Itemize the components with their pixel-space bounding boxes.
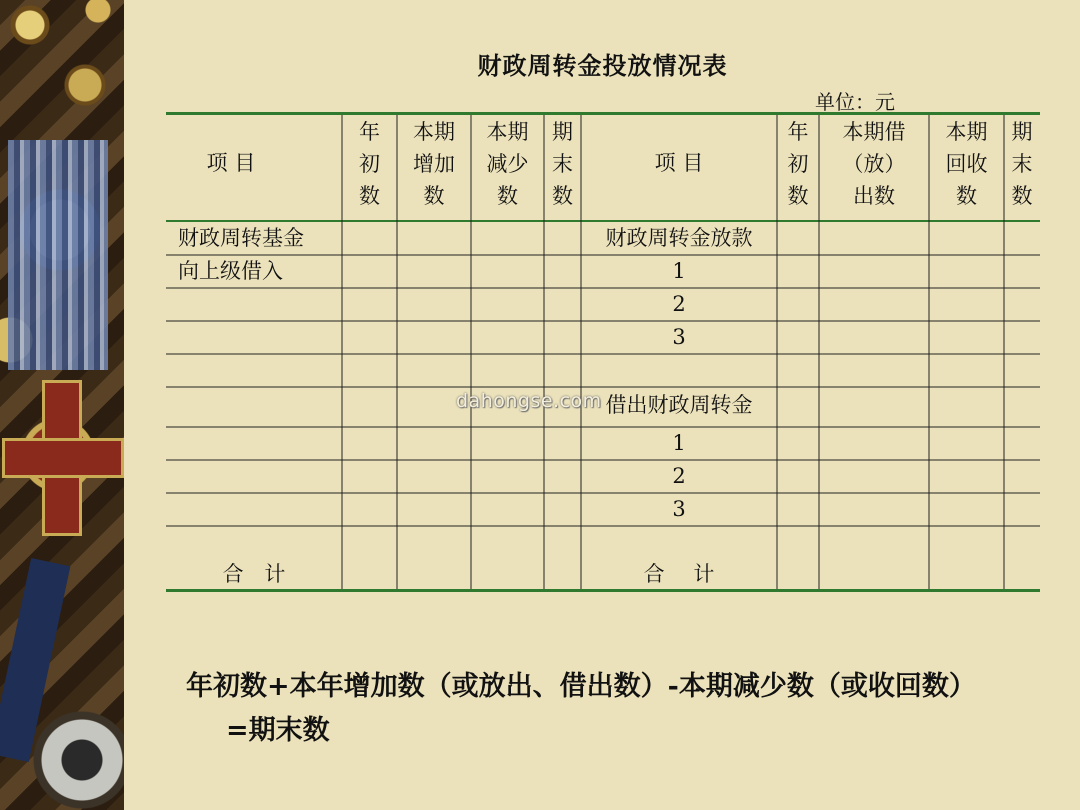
row-1-left-item: 财政周转基金 bbox=[178, 226, 304, 250]
watermark-text: dahongse.com bbox=[456, 390, 602, 412]
header-text: 初 bbox=[359, 152, 380, 176]
header-left-item: 项 目 bbox=[206, 151, 256, 175]
row-7-right-item: 1 bbox=[672, 431, 686, 455]
row-4-right-item: 3 bbox=[672, 325, 686, 349]
medal-ribbon bbox=[8, 140, 108, 370]
total-right-label: 合 计 bbox=[643, 562, 715, 586]
header-text: 减少 bbox=[486, 152, 529, 176]
header-text: 年 bbox=[359, 120, 380, 144]
header-left-decrease bbox=[471, 116, 544, 212]
header-text: 数 bbox=[552, 184, 573, 208]
header-text: （放） bbox=[842, 152, 906, 176]
table-title: 财政周转金投放情况表 bbox=[477, 51, 728, 80]
header-text: 末 bbox=[1011, 152, 1033, 176]
header-text: 数 bbox=[1011, 184, 1033, 208]
row-6-right-item: 借出财政周转金 bbox=[605, 393, 753, 417]
header-right-year-begin bbox=[777, 116, 819, 212]
header-text: 本期 bbox=[945, 120, 988, 144]
header-right-item: 项 目 bbox=[654, 151, 704, 175]
row-2-left-item: 向上级借入 bbox=[178, 259, 283, 283]
header-text: 期 bbox=[552, 120, 573, 144]
header-text: 本期 bbox=[486, 120, 529, 144]
header-text: 初 bbox=[787, 152, 809, 176]
header-text: 末 bbox=[552, 152, 573, 176]
header-right-recovered bbox=[929, 116, 1004, 212]
header-text: 数 bbox=[956, 184, 977, 208]
header-right-period-end bbox=[1004, 116, 1040, 212]
header-text: 数 bbox=[359, 184, 380, 208]
decorative-side-photo bbox=[0, 0, 124, 810]
header-text: 数 bbox=[423, 184, 445, 208]
formula-line-2: =期末数 bbox=[226, 715, 330, 746]
header-text: 出数 bbox=[853, 184, 895, 208]
header-left-increase bbox=[397, 116, 471, 212]
strap bbox=[0, 558, 70, 762]
header-text: 数 bbox=[787, 184, 809, 208]
fund-table bbox=[166, 112, 1040, 592]
header-text: 本期 bbox=[413, 120, 455, 144]
row-1-right-item: 财政周转金放款 bbox=[605, 226, 753, 250]
header-text: 期 bbox=[1011, 120, 1033, 144]
row-2-right-item: 1 bbox=[672, 259, 686, 283]
row-3-right-item: 2 bbox=[672, 292, 686, 316]
total-left-label: 合 计 bbox=[222, 562, 286, 586]
header-text: 数 bbox=[497, 184, 518, 208]
row-9-right-item: 3 bbox=[672, 497, 686, 521]
header-text: 年 bbox=[787, 120, 809, 144]
header-left-year-begin bbox=[342, 116, 397, 212]
header-right-lend-out bbox=[819, 116, 929, 212]
row-8-right-item: 2 bbox=[672, 464, 686, 488]
header-text: 增加 bbox=[413, 152, 455, 176]
header-left-period-end bbox=[544, 116, 581, 212]
header-text: 本期借 bbox=[842, 120, 906, 144]
formula-line-1: 年初数+本年增加数（或放出、借出数）-本期减少数（或收回数） bbox=[186, 671, 976, 702]
header-text: 回收 bbox=[945, 152, 988, 176]
medal-cross-horizontal bbox=[2, 438, 124, 478]
unit-label: 单位：元 bbox=[815, 90, 895, 114]
